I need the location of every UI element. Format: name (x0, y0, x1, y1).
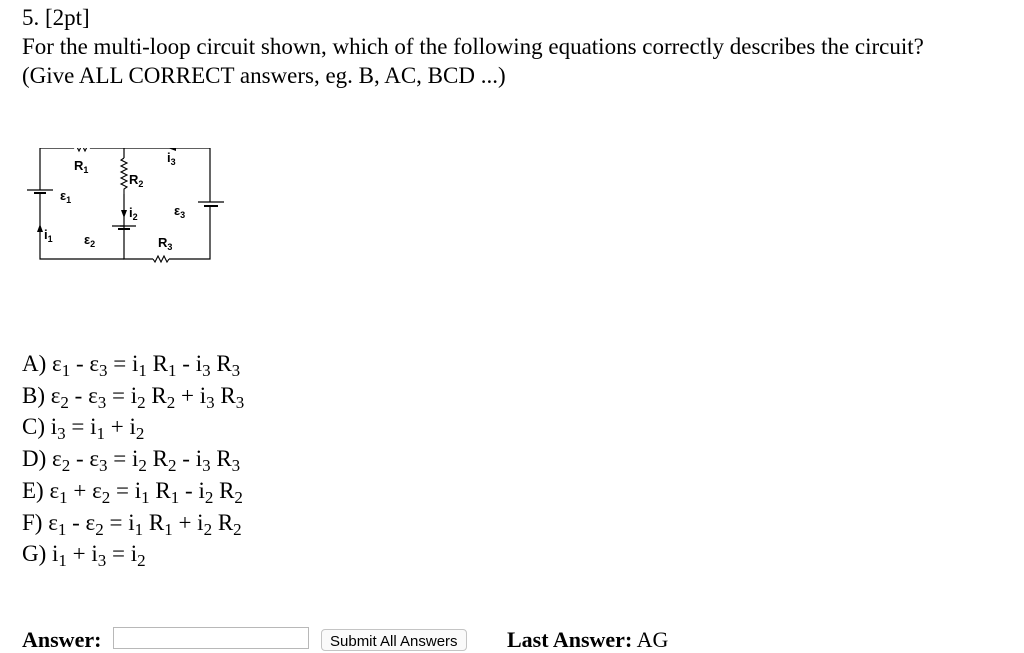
equation-symbol: $i_3$ (50, 414, 66, 444)
equation-symbol: $\varepsilon_1$ (52, 351, 71, 380)
resistor-r2 (121, 158, 127, 194)
resistor-r3 (153, 256, 169, 262)
equation-symbol: $R_2$ (217, 509, 242, 539)
equation-symbol: $R_3$ (216, 351, 241, 380)
label-e3: $\varepsilon_3$ (174, 203, 186, 220)
choice-e: E) $\varepsilon_1 + \varepsilon_2 = i_1$ $R_1 - i_2$ $R_2$ (22, 477, 243, 507)
label-r2: $R_2$ (129, 172, 144, 189)
question-line-2: (Give ALL CORRECT answers, eg. B, AC, BCD ...) (22, 63, 506, 88)
equation-symbol: $i_1$ (52, 541, 67, 571)
last-answer-value: AG (632, 627, 669, 652)
equation-symbol: $i_3$ (195, 351, 211, 380)
equation-symbol: $i_2$ (130, 541, 146, 571)
choice-letter: C) (22, 414, 51, 440)
question-text (22, 32, 1012, 90)
problem-header: 5. [2pt] (22, 5, 90, 30)
last-answer (507, 627, 668, 653)
choice-letter: B) (22, 382, 51, 408)
arrow-i1 (37, 224, 43, 232)
equation-symbol: $i_2$ (132, 446, 147, 476)
equation-symbol: $\varepsilon_2$ (50, 382, 69, 412)
submit-all-answers-button[interactable]: Submit All Answers (321, 629, 467, 651)
answer-choices (22, 348, 244, 570)
choice-letter: D) (22, 446, 53, 472)
choice-b: B) $\varepsilon_2 - \varepsilon_3 = i_2$ $R_2 + i_3$ $R_3$ (22, 382, 245, 412)
equation-symbol: $i_2$ (198, 477, 214, 507)
equation-symbol: $i_3$ (91, 541, 107, 571)
answer-input[interactable] (113, 627, 309, 649)
choice-letter: F) (22, 509, 49, 535)
label-i1: $i_1$ (44, 227, 53, 244)
label-r3: $R_3$ (158, 235, 173, 252)
equation-symbol: $i_1$ (128, 509, 144, 539)
equation-symbol: $\varepsilon_2$ (85, 509, 104, 539)
equation-symbol: $R_2$ (151, 382, 176, 412)
equation-symbol: $i_1$ (90, 414, 106, 444)
equation-symbol: $R_1$ (152, 351, 177, 380)
equation-symbol: $R_2$ (152, 446, 177, 476)
equation-symbol: $\varepsilon_1$ (48, 509, 67, 539)
answer-label: Answer: (22, 627, 102, 652)
arrow-i2 (121, 210, 127, 218)
choice-letter: E) (22, 477, 50, 503)
equation-symbol: $R_1$ (155, 477, 180, 507)
last-answer-label: Last Answer: (507, 627, 633, 652)
question-line-1: For the multi-loop circuit shown, which of the following equations correctly describes the circuit? (22, 34, 924, 59)
equation-symbol: $\varepsilon_1$ (49, 477, 68, 507)
equation-symbol: $i_2$ (129, 414, 145, 444)
equation-symbol: $i_1$ (132, 351, 147, 380)
label-e1: $\varepsilon_1$ (60, 188, 72, 205)
equation-symbol: $\varepsilon_3$ (89, 351, 108, 380)
label-r1: $R_1$ (74, 158, 89, 175)
label-i3: $i_3$ (167, 150, 176, 167)
choice-c: C) $i_3 = i_1 + i_2$ (22, 414, 145, 444)
equation-symbol: $i_2$ (197, 509, 213, 539)
choice-a: A) $\varepsilon_1 - \varepsilon_3 = i_1$ $R_1 - i_3$ $R_3$ (22, 351, 241, 380)
battery-e3 (198, 202, 224, 206)
equation-symbol: $\varepsilon_2$ (52, 446, 71, 476)
equation-symbol: $\varepsilon_2$ (92, 477, 111, 507)
equation-symbol: $i_3$ (195, 446, 211, 476)
equation-symbol: $\varepsilon_3$ (89, 446, 108, 476)
equation-symbol: $R_2$ (219, 477, 243, 507)
resistor-r1 (74, 148, 90, 151)
choice-g: G) $i_1 + i_3 = i_2$ (22, 541, 146, 571)
battery-e1 (27, 190, 53, 193)
label-e2: $\varepsilon_2$ (84, 232, 96, 249)
choice-letter: G) (22, 541, 53, 567)
circuit-diagram (22, 148, 237, 268)
equation-symbol: $i_2$ (130, 382, 146, 412)
equation-symbol: $\varepsilon_3$ (88, 382, 107, 412)
equation-symbol: $R_1$ (148, 509, 173, 539)
choice-f: F) $\varepsilon_1 - \varepsilon_2 = i_1$ $R_1 + i_2$ $R_2$ (22, 509, 242, 539)
choice-d: D) $\varepsilon_2 - \varepsilon_3 = i_2$ $R_2 - i_3$ $R_3$ (22, 446, 241, 476)
equation-symbol: $R_3$ (220, 382, 245, 412)
choice-letter: A) (22, 351, 53, 376)
label-i2: $i_2$ (129, 205, 138, 222)
equation-symbol: $R_3$ (216, 446, 241, 476)
equation-symbol: $i_1$ (134, 477, 150, 507)
equation-symbol: $i_3$ (199, 382, 215, 412)
